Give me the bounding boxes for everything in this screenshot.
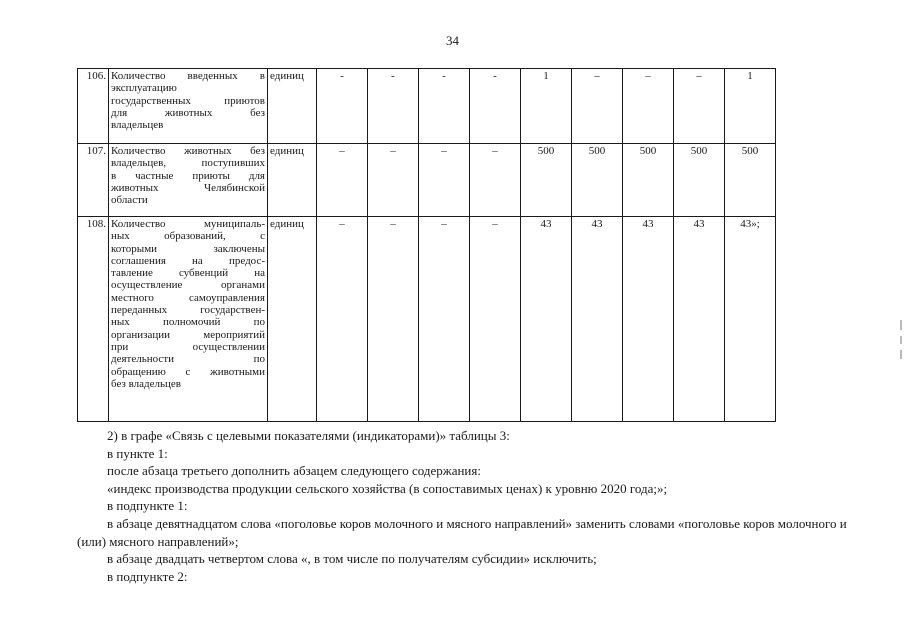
indicator-name-line: которыми заключены bbox=[111, 242, 265, 255]
value-cell: 1 bbox=[521, 69, 572, 144]
empty-value-cell: - bbox=[317, 69, 368, 144]
value-cell: 500 bbox=[521, 144, 572, 217]
text-paragraph: в абзаце двадцать четвертом слова «, в том числе по получателям субсидии» исключить; bbox=[107, 551, 597, 567]
indicator-name bbox=[109, 144, 268, 217]
value-cell: 500 bbox=[725, 144, 776, 217]
row-number: 107. bbox=[78, 144, 109, 217]
empty-value-cell: – bbox=[470, 217, 521, 422]
indicator-name-line: тавление субвенций на bbox=[111, 267, 265, 280]
text-paragraph: в подпункте 1: bbox=[107, 498, 188, 514]
indicator-name-line: владельцев bbox=[111, 119, 164, 132]
empty-value-cell: – bbox=[419, 144, 470, 217]
indicator-name-line: для животных без bbox=[111, 106, 265, 119]
indicator-name-line: в частные приюты для bbox=[111, 169, 265, 182]
empty-value-cell: – bbox=[368, 144, 419, 217]
indicators-table bbox=[77, 68, 776, 422]
text-paragraph: после абзаца третьего дополнить абзацем следующего содержания: bbox=[107, 463, 481, 479]
value-cell: 43 bbox=[674, 217, 725, 422]
amendment-text bbox=[77, 427, 857, 585]
empty-value-cell: – bbox=[470, 144, 521, 217]
empty-value-cell: - bbox=[470, 69, 521, 144]
row-number: 108. bbox=[78, 217, 109, 422]
unit-cell: единиц bbox=[268, 144, 317, 217]
page-number: 34 bbox=[446, 33, 459, 48]
value-cell: 43 bbox=[623, 217, 674, 422]
indicator-name-line: соглашения на предос- bbox=[111, 254, 265, 267]
value-cell: 43 bbox=[521, 217, 572, 422]
value-cell: 1 bbox=[725, 69, 776, 144]
empty-value-cell: – bbox=[317, 144, 368, 217]
indicator-name bbox=[109, 217, 268, 422]
indicator-name-line: без владельцев bbox=[111, 377, 181, 390]
indicator-name-line: Количество животных без bbox=[111, 145, 265, 157]
empty-value-cell: - bbox=[368, 69, 419, 144]
indicator-name-line: Количество муниципаль- bbox=[111, 218, 265, 230]
table-row bbox=[78, 144, 776, 217]
text-paragraph: в пункте 1: bbox=[107, 445, 168, 461]
scan-mark bbox=[900, 320, 902, 330]
value-cell: – bbox=[572, 69, 623, 144]
empty-value-cell: – bbox=[368, 217, 419, 422]
table-row bbox=[78, 217, 776, 422]
text-paragraph: в абзаце девятнадцатом слова «поголовье коров молочного и мясного направлений» заменить словами «поголовье коров молочного и (или) мясного направлений»; bbox=[77, 515, 847, 549]
indicator-name-line: области bbox=[111, 194, 148, 207]
indicator-name-line: Количество введенных в bbox=[111, 70, 265, 82]
value-cell: – bbox=[674, 69, 725, 144]
value-cell: 500 bbox=[674, 144, 725, 217]
indicator-name-line: эксплуатацию bbox=[111, 82, 177, 95]
scan-mark bbox=[900, 336, 902, 344]
unit-cell: единиц bbox=[268, 217, 317, 422]
indicator-name-line: ных полномочий по bbox=[111, 316, 265, 329]
indicator-name-line: животных Челябинской bbox=[111, 181, 265, 194]
scan-mark bbox=[900, 350, 902, 359]
text-paragraph: «индекс производства продукции сельского хозяйства (в сопоставимых ценах) к уровню 2020 года;»; bbox=[107, 480, 668, 496]
indicator-name-line: при осуществлении bbox=[111, 340, 265, 353]
text-paragraph: в подпункте 2: bbox=[107, 568, 188, 584]
value-cell: 500 bbox=[572, 144, 623, 217]
indicator-name-line: владельцев, поступивших bbox=[111, 157, 265, 170]
indicator-name-line: местного самоуправления bbox=[111, 291, 265, 304]
indicator-name-line: государственных приютов bbox=[111, 94, 265, 107]
indicator-name-line: организации мероприятий bbox=[111, 328, 265, 341]
indicator-name bbox=[109, 69, 268, 144]
indicator-name-line: обращению с животными bbox=[111, 365, 265, 378]
table-row bbox=[78, 69, 776, 144]
empty-value-cell: – bbox=[317, 217, 368, 422]
indicator-name-line: деятельности по bbox=[111, 353, 265, 366]
indicator-name-line: осуществление органами bbox=[111, 279, 265, 292]
empty-value-cell: – bbox=[419, 217, 470, 422]
value-cell: 43»; bbox=[725, 217, 776, 422]
value-cell: 43 bbox=[572, 217, 623, 422]
indicator-name-line: ных образований, с bbox=[111, 230, 265, 243]
empty-value-cell: - bbox=[419, 69, 470, 144]
indicator-name-line: переданных государствен- bbox=[111, 304, 265, 317]
value-cell: 500 bbox=[623, 144, 674, 217]
row-number: 106. bbox=[78, 69, 109, 144]
value-cell: – bbox=[623, 69, 674, 144]
unit-cell: единиц bbox=[268, 69, 317, 144]
text-paragraph: 2) в графе «Связь с целевыми показателями (индикаторами)» таблицы 3: bbox=[107, 428, 510, 443]
